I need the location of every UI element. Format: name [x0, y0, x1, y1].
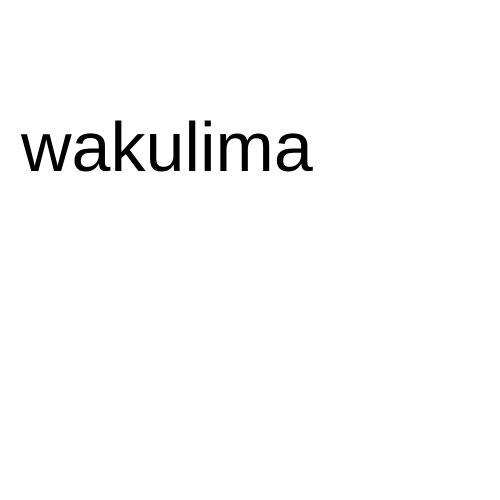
- word-label: wakulima: [21, 108, 313, 186]
